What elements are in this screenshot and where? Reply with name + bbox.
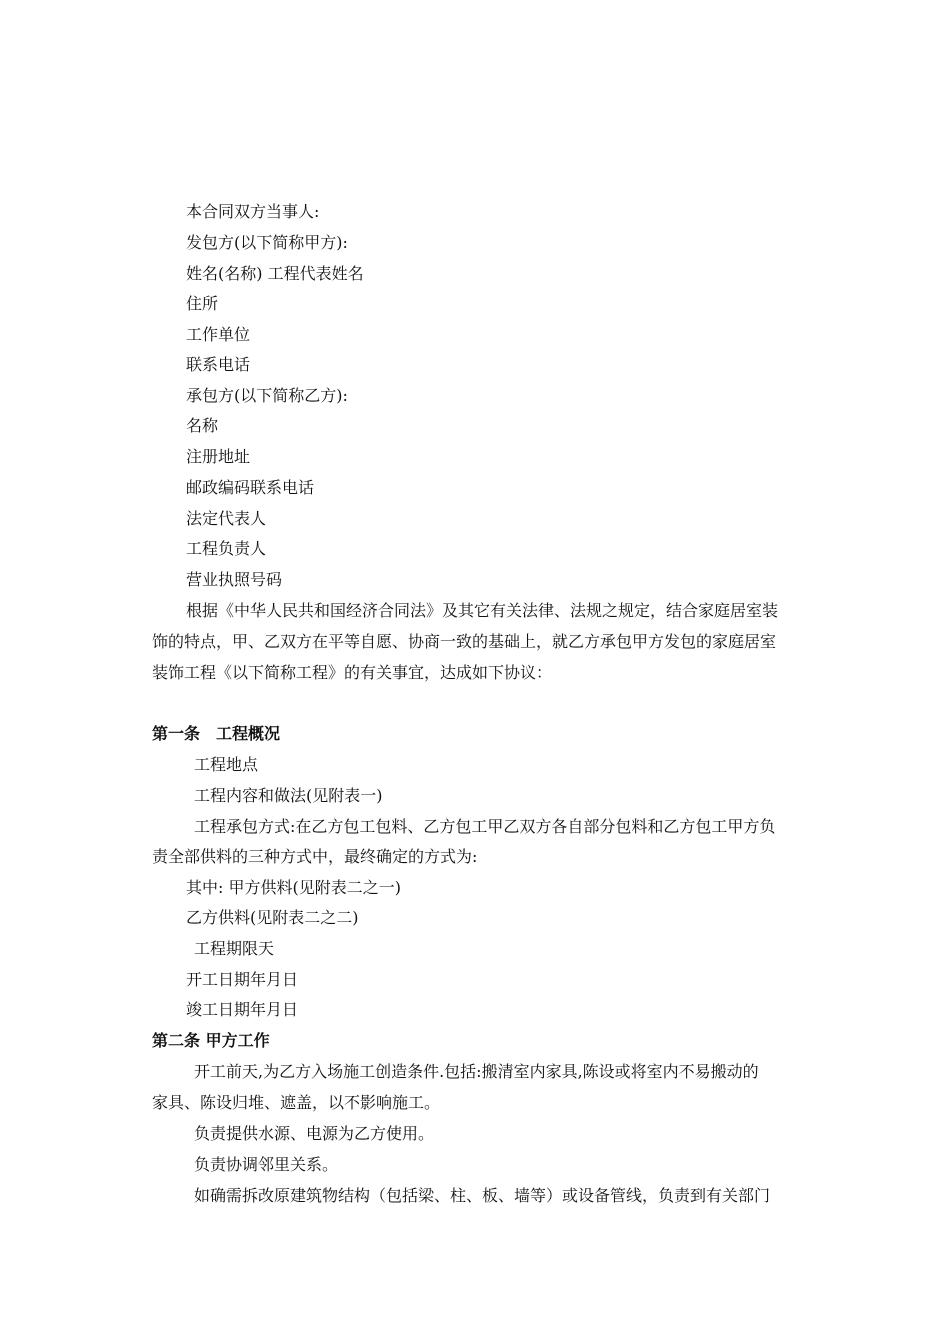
party-a-phone: 联系电话 [186, 355, 251, 374]
preamble-line-1: 根据《中华人民共和国经济合同法》及其它有关法律、法规之规定，结合家庭居室装 [186, 601, 779, 620]
article-2-item-4-line-1: 如确需拆改原建筑物结构（包括梁、柱、板、墙等）或设备管线，负责到有关部门 [194, 1186, 771, 1205]
article-2-item-1-line-1: 开工前天,为乙方入场施工创造条件.包括:搬清室内家具,陈设或将室内不易搬动的 [194, 1062, 759, 1081]
preamble-line-3: 装饰工程《以下简称工程》的有关事宜，达成如下协议： [152, 663, 553, 682]
party-b-address: 注册地址 [186, 447, 251, 466]
article-1-party-b-supply: 乙方供料(见附表二之二) [186, 908, 359, 927]
party-a-title: 发包方(以下简称甲方): [186, 233, 348, 252]
party-b-name: 名称 [186, 416, 219, 435]
party-b-license: 营业执照号码 [186, 570, 283, 589]
party-b-legal-rep: 法定代表人 [186, 509, 267, 528]
party-a-address: 住所 [186, 294, 219, 313]
article-1-heading: 第一条 工程概况 [152, 724, 281, 743]
article-1-content: 工程内容和做法(见附表一) [194, 786, 383, 805]
article-1-start-date: 开工日期年月日 [186, 970, 299, 989]
party-b-project-lead: 工程负责人 [186, 539, 267, 558]
article-2-item-1-line-2: 家具、陈设归堆、遮盖，以不影响施工。 [152, 1093, 441, 1112]
article-1-party-a-supply: 其中: 甲方供料(见附表二之一) [186, 878, 401, 897]
article-1-method-line-2: 责全部供料的三种方式中，最终确定的方式为: [152, 847, 478, 866]
article-2-item-2: 负责提供水源、电源为乙方使用。 [194, 1124, 435, 1143]
parties-intro: 本合同双方当事人: [186, 202, 320, 221]
party-a-employer: 工作单位 [186, 325, 251, 344]
article-2-item-3: 负责协调邻里关系。 [194, 1155, 339, 1174]
article-1-method-line-1: 工程承包方式:在乙方包工包料、乙方包工甲乙双方各自部分包料和乙方包工甲方负 [194, 817, 776, 836]
preamble-line-2: 饰的特点，甲、乙双方在平等自愿、协商一致的基础上，就乙方承包甲方发包的家庭居室 [152, 632, 777, 651]
party-a-name: 姓名(名称) 工程代表姓名 [186, 264, 364, 283]
party-b-title: 承包方(以下简称乙方): [186, 386, 348, 405]
article-1-site: 工程地点 [194, 755, 259, 774]
article-2-heading: 第二条 甲方工作 [152, 1031, 270, 1050]
party-b-postcode-phone: 邮政编码联系电话 [186, 478, 315, 497]
article-1-end-date: 竣工日期年月日 [186, 1000, 299, 1019]
article-1-duration: 工程期限天 [194, 939, 275, 958]
